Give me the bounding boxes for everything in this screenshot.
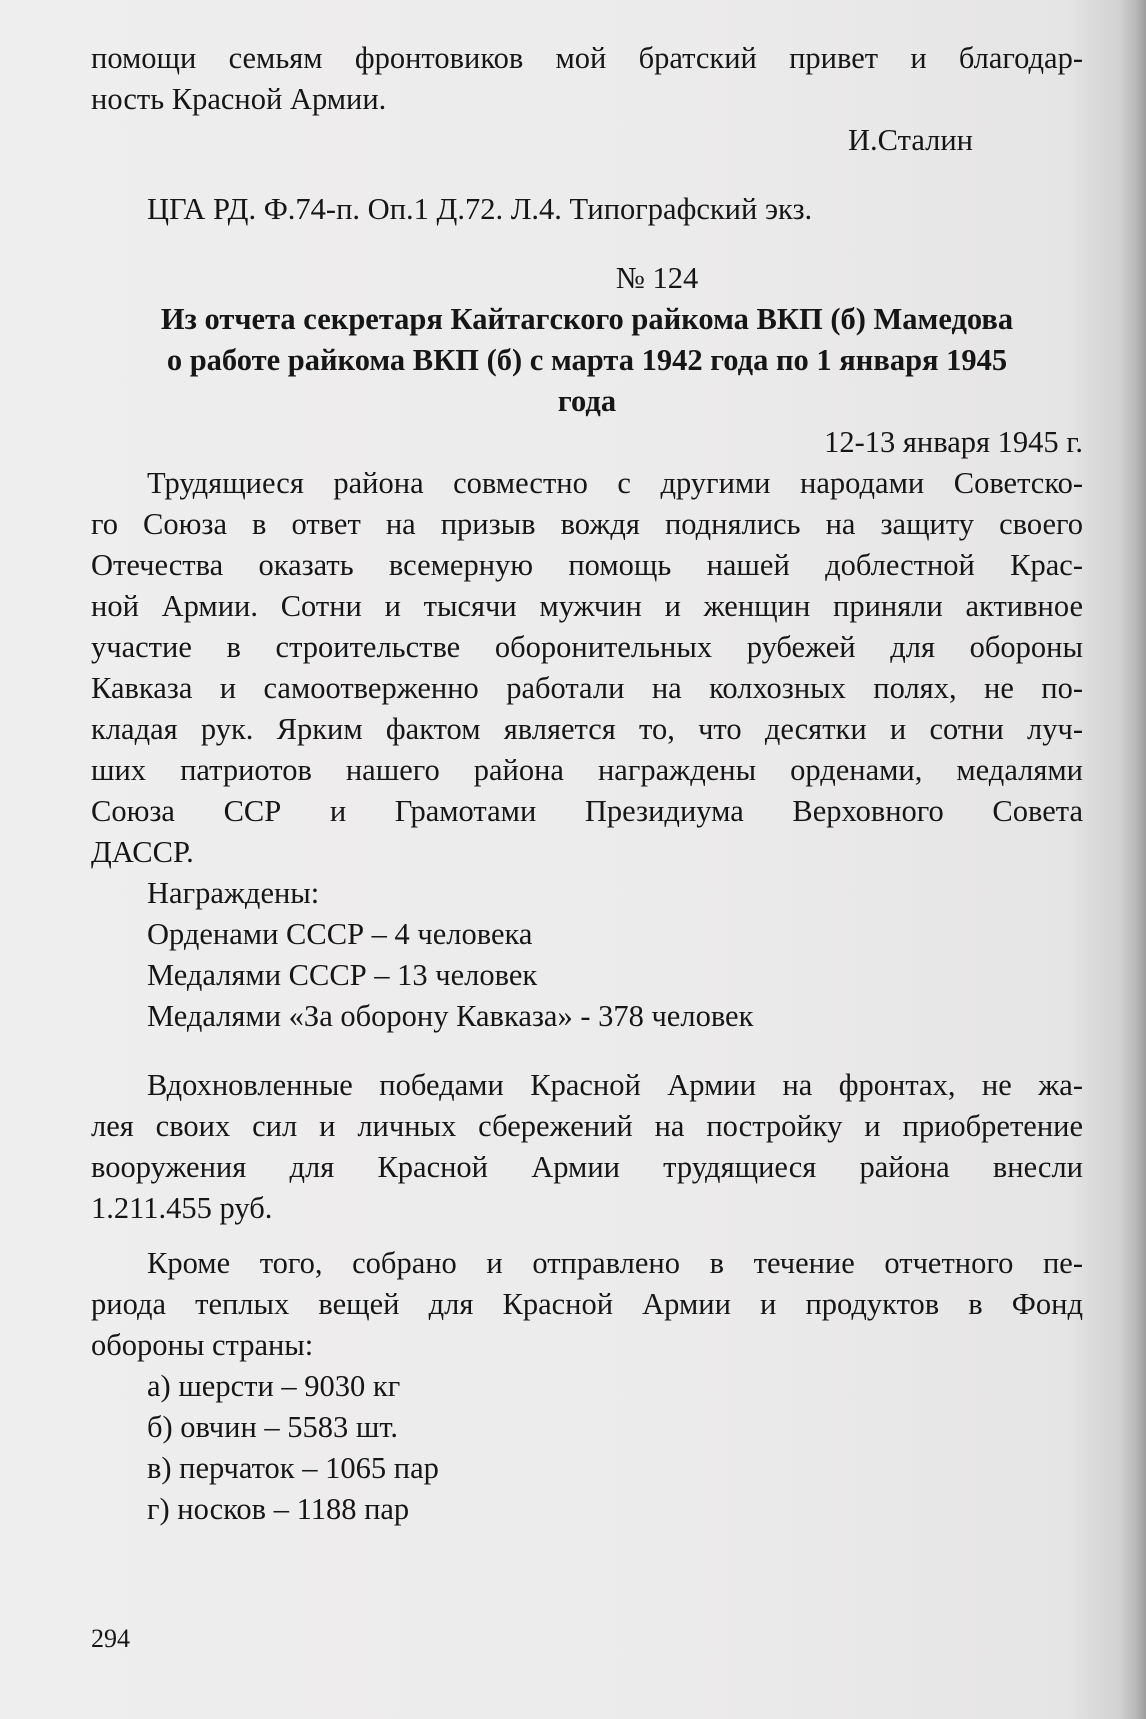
supply-item: г) носков – 1188 пар <box>147 1492 410 1526</box>
document-number: № 124 <box>615 261 699 295</box>
award-item: Медалями «За оборону Кавказа» - 378 человек <box>147 999 754 1033</box>
supply-item: б) овчин – 5583 шт. <box>147 1410 399 1444</box>
paragraph-line: Вдохновленные победами Красной Армии на фронтах, не жа- <box>147 1068 1083 1102</box>
paragraph-line: ДАССР. <box>91 835 194 869</box>
signature: И.Сталин <box>848 123 973 157</box>
paragraph-line: Отечества оказать всемерную помощь нашей доблестной Крас- <box>91 548 1083 582</box>
supply-item: а) шерсти – 9030 кг <box>147 1369 401 1403</box>
paragraph-line: Трудящиеся района совместно с другими народами Советско- <box>147 466 1083 500</box>
paragraph-line: риода теплых вещей для Красной Армии и продуктов в Фонд <box>91 1287 1083 1321</box>
paragraph-line: го Союза в ответ на призыв вождя поднялись на защиту своего <box>91 507 1083 541</box>
page-text <box>91 38 1083 1530</box>
paragraph-line: Союза ССР и Грамотами Президиума Верховного Совета <box>91 794 1083 828</box>
document-title: Из отчета секретаря Кайтагского райкома ВКП (б) Мамедова <box>160 302 1014 336</box>
document-date: 12-13 января 1945 г. <box>824 425 1083 459</box>
paragraph-line: обороны страны: <box>91 1328 314 1362</box>
document-title: года <box>557 384 617 418</box>
paragraph-line: лея своих сил и личных сбережений на постройку и приобретение <box>91 1109 1083 1143</box>
paragraph-line: ших патриотов нашего района награждены орденами, медалями <box>91 753 1083 787</box>
paragraph-line: Кроме того, собрано и отправлено в течение отчетного пе- <box>147 1246 1083 1280</box>
paragraph-line: кладая рук. Ярким фактом является то, что десятки и сотни луч- <box>91 712 1083 746</box>
document-title: о работе райкома ВКП (б) с марта 1942 года по 1 января 1945 <box>166 343 1008 377</box>
award-item: Орденами СССР – 4 человека <box>147 917 533 951</box>
award-item: Медалями СССР – 13 человек <box>147 958 538 992</box>
archive-source: ЦГА РД. Ф.74-п. Оп.1 Д.72. Л.4. Типографский экз. <box>147 192 813 226</box>
awarded-heading: Награждены: <box>147 876 320 910</box>
page-number: 294 <box>91 1624 130 1653</box>
paragraph-line: 1.211.455 руб. <box>91 1191 273 1225</box>
intro-line: помощи семьям фронтовиков мой братский привет и благодар- <box>91 41 1083 75</box>
paragraph-line: участие в строительстве оборонительных рубежей для обороны <box>91 630 1083 664</box>
paragraph-line: ной Армии. Сотни и тысячи мужчин и женщин приняли активное <box>91 589 1083 623</box>
page-gutter-shadow <box>1120 0 1146 1719</box>
intro-line: ность Красной Армии. <box>91 82 387 116</box>
paragraph-line: Кавказа и самоотверженно работали на колхозных полях, не по- <box>91 671 1083 705</box>
supply-item: в) перчаток – 1065 пар <box>147 1451 439 1485</box>
paragraph-line: вооружения для Красной Армии трудящиеся района внесли <box>91 1150 1083 1184</box>
